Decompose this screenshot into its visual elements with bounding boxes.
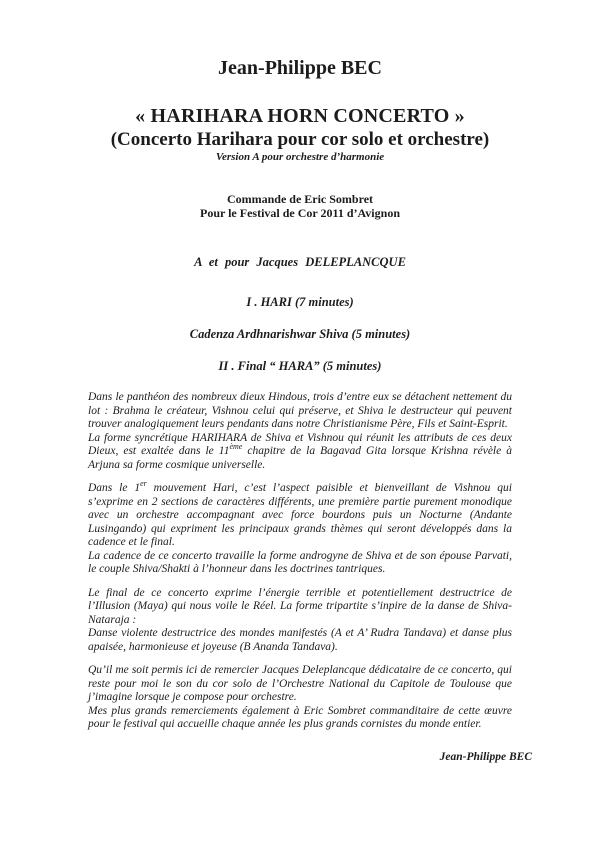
- paragraph-3-flow-1: Le final de ce concerto exprime l’énergie terrible et potentiellement destructrice de l’Illusion (Maya) qui nous voile le Réel. La forme tripartite s’inpire de la danse de Shiva-Nataraja :: [88, 586, 512, 626]
- paragraph-2-flow-1-text: Dans le 1: [88, 482, 141, 494]
- commission-line-1: Commande de Eric Sombret: [226, 192, 374, 206]
- paragraph-2: [88, 479, 512, 577]
- paragraph-4-flow-2: Mes plus grands remerciements également à Eric Sombret commanditaire de cette œuvre pour le festival qui accueille chaque année les plus grands cornistes du monde entier.: [88, 704, 512, 730]
- paragraph-4-flow-1: Qu’il me soit permis ici de remercier Jacques Deleplancque dédicataire de ce concerto, qui reste pour moi le son du cor solo de l’Orchestre National du Capitole de Toulouse que j’imagine lorsque je compose pour orchestre.: [88, 664, 512, 703]
- paragraph-3-flow-2: Danse violente destructrice des mondes manifestés (A et A’ Rudra Tandava) et danse plus apaisée, harmonieuse et joyeuse (B Ananda Tandava).: [88, 627, 512, 653]
- subtitle: (Concerto Harihara pour cor solo et orchestre): [110, 129, 490, 150]
- main-title: « HARIHARA HORN CONCERTO »: [135, 105, 465, 127]
- paragraph-2-flow-1-text-after: mouvement Hari, c’est l’aspect paisible et bienveillant de Vishnou qui s’exprime en 2 sections de caractères différents, une première partie purement monodique avec un orchestre accompagnant avec force bourdons puis un Nocturne (Andante Lusingando) qui expriment les principaux grands thèmes qui seront développés dans la cadence et le final.: [88, 482, 512, 548]
- paragraph-3: [88, 587, 512, 655]
- movement-item-1: I . HARI (7 minutes): [246, 295, 354, 309]
- commission-line-2: Pour le Festival de Cor 2011 d’Avignon: [199, 206, 400, 220]
- commission-block: [88, 192, 512, 220]
- version-note: Version A pour orchestre d’harmonie: [215, 151, 385, 163]
- paragraph-1-flow-2: [88, 432, 512, 473]
- author-name: Jean-Philippe BEC: [218, 57, 382, 79]
- dedication-line: A et pour Jacques DELEPLANCQUE: [194, 255, 406, 269]
- paragraph-2-flow-2: La cadence de ce concerto travaille la forme androgyne de Shiva et de son épouse Parvati, le couple Shiva/Shakti à l’honneur dans les doctrines tantriques.: [88, 549, 512, 575]
- paragraph-1-flow-2-text: La forme syncrétique HARIHARA de Shiva et Vishnou qui réunit les attributs de ces deux Dieux, est exaltée dans le 11: [88, 431, 512, 457]
- paragraph-2-flow-1: [88, 479, 512, 550]
- paragraph-1: [88, 391, 512, 472]
- movement-item-2: Cadenza Ardhnarishwar Shiva (5 minutes): [189, 327, 411, 341]
- author-signature: Jean-Philippe BEC: [439, 750, 532, 763]
- movement-item-3: II . Final “ HARA” (5 minutes): [218, 359, 382, 373]
- paragraph-1-flow-2-text-after: chapitre de la Bagavad Gita lorsque Krishna révèle à Arjuna sa forme cosmique universelle.: [88, 445, 512, 471]
- paragraph-1-flow-1: Dans le panthéon des nombreux dieux Hindous, trois d’entre eux se détachent nettement du lot : Brahma le créateur, Vishnou celui qui préserve, et Shiva le destructeur qui peuvent trouver analogiquement leurs pendants dans notre Christianisme Père, Fils et Saint-Esprit.: [88, 391, 512, 430]
- movement-list: [88, 295, 512, 374]
- paragraph-4: [88, 664, 512, 732]
- program-notes: [88, 391, 532, 764]
- ordinal-superscript: er: [140, 479, 147, 489]
- ordinal-superscript: ème: [229, 442, 243, 452]
